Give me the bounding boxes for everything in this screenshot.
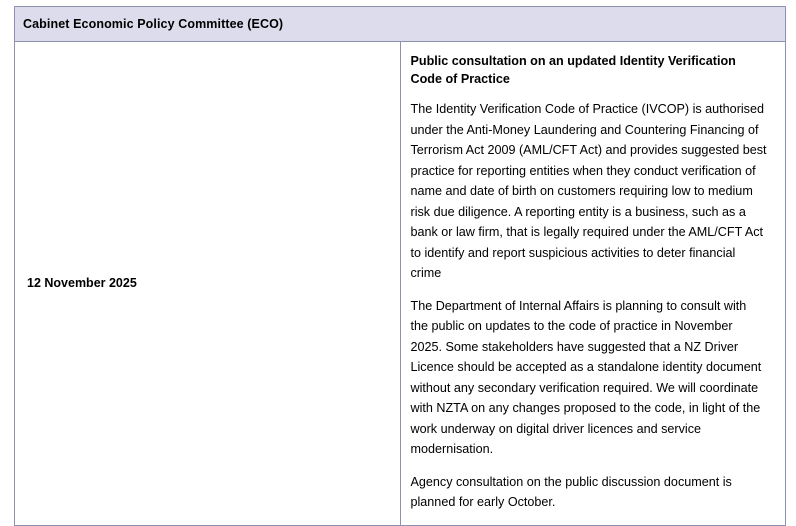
cabinet-committee-table — [14, 6, 786, 526]
meeting-date: 12 November 2025 — [27, 276, 137, 291]
item-title: Public consultation on an updated Identity Verification Code of Practice — [410, 54, 736, 86]
content-cell — [400, 42, 786, 526]
table-row — [15, 42, 786, 526]
item-paragraph-2: The Department of Internal Affairs is planning to consult with the public on updates to the code of practice in November 2025. Some stakeholders have suggested that a NZ Driver Licence should be accepted as a standalone identity document without any secondary verification required. We will coordinate with NZTA on any changes proposed to the code, in light of the work underway on digital driver licences and service modernisation. — [410, 298, 762, 456]
committee-header-cell — [15, 7, 786, 42]
item-paragraph-1: The Identity Verification Code of Practice (IVCOP) is authorised under the Anti-Money Laundering and Countering Financing of Terrorism Act 2009 (AML/CFT Act) and provides suggested best practice for reporting entities when they conduct verification of name and date of birth on customers requiring low to medium risk due diligence. A reporting entity is a business, such as a bank or law firm, that is legally required under the AML/CFT Act to identify and report suspicious activities to deter financial crime — [410, 102, 767, 280]
date-cell — [15, 42, 401, 526]
table-header-row — [15, 7, 786, 42]
committee-title: Cabinet Economic Policy Committee (ECO) — [23, 17, 284, 31]
item-paragraph-3: Agency consultation on the public discussion document is planned for early October. — [410, 474, 732, 509]
